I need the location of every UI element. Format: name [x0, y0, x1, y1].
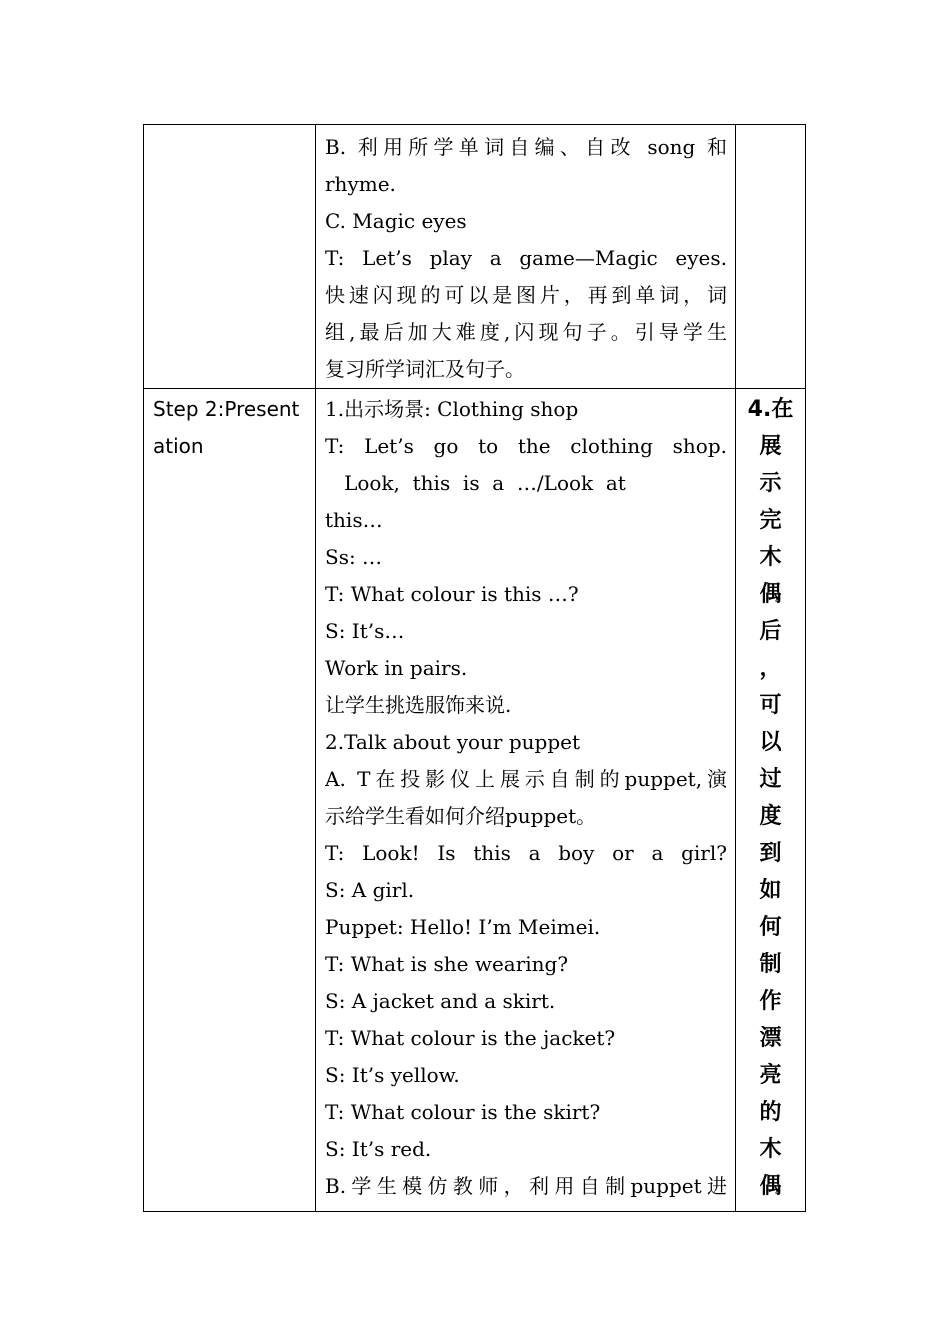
text-line: 组,最后加大难度,闪现句子。引导学生	[325, 320, 727, 344]
text-line: T: Let’s go to the clothing shop.	[325, 434, 727, 458]
note-char: 如	[759, 878, 782, 903]
text-line: 1.出示场景: Clothing shop	[325, 397, 579, 421]
text-line: T: Let’s play a game—Magic eyes.	[325, 246, 727, 270]
text-line: S: It’s yellow.	[325, 1063, 460, 1087]
text-line: 快速闪现的可以是图片，再到单词，词	[325, 283, 727, 307]
note-char: 木	[759, 1137, 782, 1162]
note-char: 完	[759, 508, 782, 533]
note-char: 4.在	[747, 397, 794, 422]
text-line: Puppet: Hello! I’m Meimei.	[325, 915, 601, 939]
table-row	[144, 125, 806, 389]
step-cell	[144, 389, 316, 1212]
activity-cell	[316, 125, 736, 389]
text-line: 复习所学词汇及句子。	[325, 357, 525, 381]
text-line: Ss: …	[325, 545, 383, 569]
note-char: 后	[759, 619, 782, 644]
note-char: 的	[759, 1100, 782, 1125]
note-cell	[736, 125, 806, 389]
note-char: 亮	[759, 1063, 782, 1088]
text-line: Look, this is a …/Look at	[325, 471, 626, 495]
text-line: 让学生挑选服饰来说.	[325, 693, 512, 717]
text-line: this…	[325, 508, 383, 532]
text-line: 2.Talk about your puppet	[325, 730, 581, 754]
text-line: T: What colour is the skirt?	[325, 1100, 601, 1124]
text-line: S: It’s…	[325, 619, 405, 643]
text-line: A. T在投影仪上展示自制的puppet,演	[325, 767, 727, 791]
text-line: C. Magic eyes	[325, 209, 467, 233]
note-char: 示	[759, 471, 782, 496]
note-char: 木	[759, 545, 782, 570]
note-char: 偶	[759, 582, 782, 607]
note-char: 偶	[759, 1174, 782, 1199]
note-char: 到	[759, 841, 782, 866]
step-label: Step 2:Presentation	[153, 397, 300, 458]
text-line: T: What is she wearing?	[325, 952, 569, 976]
note-char: 制	[759, 952, 782, 977]
note-char: 度	[759, 804, 782, 829]
text-line: S: A girl.	[325, 878, 415, 902]
step-cell	[144, 125, 316, 389]
note-char: 作	[759, 989, 782, 1014]
text-line: B. 利用所学单词自编、自改 song 和	[325, 135, 727, 159]
text-line: B.学生模仿教师，利用自制puppet进	[325, 1174, 727, 1198]
note-char: 可	[759, 693, 782, 718]
activity-cell	[316, 389, 736, 1212]
text-line: Work in pairs.	[325, 656, 468, 680]
text-line: S: It’s red.	[325, 1137, 432, 1161]
lesson-plan-table	[143, 124, 806, 1212]
text-line: T: What colour is the jacket?	[325, 1026, 616, 1050]
note-char: 何	[759, 915, 782, 940]
activity-text	[316, 389, 735, 1205]
note-char: 展	[759, 434, 782, 459]
text-line: T: What colour is this …?	[325, 582, 579, 606]
note-cell	[736, 389, 806, 1212]
note-char: 以	[759, 730, 782, 755]
note-char: 过	[759, 767, 782, 792]
note-char: ，	[759, 656, 782, 681]
activity-text	[316, 125, 735, 388]
text-line: rhyme.	[325, 172, 396, 196]
text-line: S: A jacket and a skirt.	[325, 989, 556, 1013]
vertical-note	[736, 389, 805, 1205]
note-char: 漂	[759, 1026, 782, 1051]
text-line: 示给学生看如何介绍puppet。	[325, 804, 597, 828]
table-row	[144, 389, 806, 1212]
text-line: T: Look! Is this a boy or a girl?	[325, 841, 727, 865]
